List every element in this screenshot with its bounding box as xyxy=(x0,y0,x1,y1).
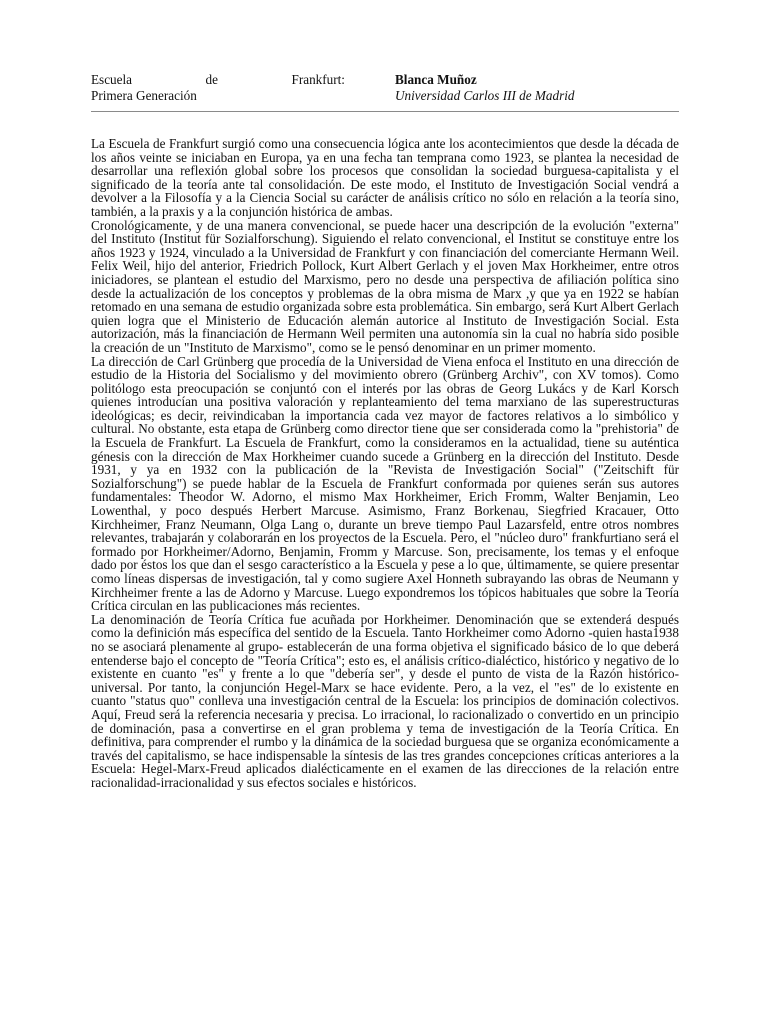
header-word: Frankfurt: xyxy=(291,72,345,87)
paragraph: La dirección de Carl Grünberg que procedía de la Universidad de Viena enfoca el Instituto en una dirección de estudio de la Historia del Socialismo y del movimiento obrero (Grünberg Archiv", con XV tomos). Como politólogo esta preocupación se conjuntó con el interés por las obras de Georg Lukács y de Karl Korsch quienes introducían una positiva valoración y replanteamiento del tema marxiano de las superestructuras ideológicas; es decir, reivindicaban la importancia cada vez mayor de factores relativos a lo simbólico y cultural. No obstante, esta etapa de Grünberg como director tiene que ser considerada como la "prehistoria" de la Escuela de Frankfurt. La Escuela de Frankfurt, como la consideramos en la actualidad, tiene su auténtica génesis con la dirección de Max Horkheimer cuando sucede a Grünberg en la dirección del Instituto. Desde 1931, y ya en 1932 con la publicación de la "Revista de Investigación Social" ("Zeitschift für Sozialforschung") se puede hablar de la Escuela de Frankfurt conformada por quienes serán sus autores fundamentales: Theodor W. Adorno, el mismo Max Horkheimer, Erich Fromm, Walter Benjamin, Leo Lowenthal, y poco después Herbert Marcuse. Asimismo, Franz Borkenau, Siegfried Kracauer, Otto Kirchheimer, Franz Neumann, Olga Lang o, durante un breve tiempo Paul Lazarsfeld, entre otros nombres relevantes, trabajarán y colaborarán en los proyectos de la Escuela. Pero, el "núcleo duro" frankfurtiano será el formado por Horkheimer/Adorno, Benjamin, Fromm y Marcuse. Son, precisamente, los temas y el enfoque dado por éstos los que dan el sesgo característico a la Escuela y pese a lo que, últimamente, se quiere presentar como líneas dispersas de investigación, tal y como sugiere Axel Honneth subrayando las obras de Neumann y Kirchheimer frente a las de Adorno y Marcuse. Luego expondremos los tópicos habituales que sobre la Teoría Crítica circulan en las publicaciones más recientes. xyxy=(91,353,679,614)
paragraph: La Escuela de Frankfurt surgió como una consecuencia lógica ante los acontecimientos que desde la década de los años veinte se iniciaban en Europa, ya en una fecha tan temprana como 1923, se plantea la necesidad de desarrollar una reflexión global sobre los procesos que consolidan la sociedad burguesa-capitalista y el significado de la teoría ante tal consolidación. De este modo, el Instituto de Investigación Social vendrá a devolver a la Filosofía y a la Ciencia Social su carácter de análisis crítico no sólo en relación a la teoría sino, también, a la praxis y a la conjunción histórica de ambas. xyxy=(91,136,679,219)
author-name: Blanca Muñoz xyxy=(395,72,477,87)
document-body xyxy=(91,137,679,790)
author-affiliation: Universidad Carlos III de Madrid xyxy=(395,88,575,103)
header-series-title xyxy=(91,72,345,88)
header-word: de xyxy=(205,72,218,87)
header-subtitle: Primera Generación xyxy=(91,88,197,103)
header-word: Escuela xyxy=(91,72,133,87)
header-divider xyxy=(91,111,679,112)
document-header xyxy=(91,72,679,104)
paragraph: La denominación de Teoría Crítica fue acuñada por Horkheimer. Denominación que se extenderá después como la definición más específica del sentido de la Escuela. Tanto Horkheimer como Adorno -quien hasta1938 no se asociará plenamente al grupo- establecerán de una forma objetiva el significado básico de lo que deberá entenderse bajo el concepto de "Teoría Crítica"; esto es, el análisis crítico-dialéctico, histórico y negativo de lo existente en cuanto "es" y frente a lo que "debería ser", y desde el punto de vista de la Razón histórico-universal. Por tanto, la conjunción Hegel-Marx se hace evidente. Pero, a la vez, el "es" de lo existente en cuanto "status quo" conlleva una investigación central de la Escuela: los principios de dominación colectivos. Aquí, Freud será la referencia necesaria y precisa. Lo irracional, lo racionalizado o convertido en un principio de dominación, pasa a convertirse en el gran problema y tema de investigación de la Teoría Crítica. En definitiva, para comprender el rumbo y la dinámica de la sociedad burguesa que se organiza económicamente a través del capitalismo, se hace indispensable la síntesis de las tres grandes concepciones críticas anteriores a la Escuela: Hegel-Marx-Freud aplicados dialécticamente en el examen de las direcciones de la relación entre racionalidad-irracionalidad y sus efectos sociales e históricos. xyxy=(91,611,679,790)
paragraph: Cronológicamente, y de una manera convencional, se puede hacer una descripción de la evolución "externa" del Instituto (Institut für Sozialforschung). Siguiendo el relato convencional, el Institut se constituye entre los años 1923 y 1924, vinculado a la Universidad de Frankfurt y con financiación del comerciante Hermann Weil. Felix Weil, hijo del anterior, Friedrich Pollock, Kurt Albert Gerlach y el joven Max Horkheimer, entre otros iniciadores, se plantean el estudio del Marxismo, pero no desde una perspectiva de afiliación política sino desde la actualización de los conceptos y problemas de la obra misma de Marx ,y que ya en 1922 se habían retomado en una semana de estudio organizada sobre esta problemática. Sin embargo, será Kurt Albert Gerlach quien logra que el Ministerio de Educación alemán autorice al Instituto de Investigación Social. Esta autorización, más la financiación de Hermann Weil permiten una autonomía sin la cual no habría sido posible la creación de un "Instituto de Marxismo", como se le pensó denominar en un primer momento. xyxy=(91,217,679,355)
header-row-1 xyxy=(91,72,679,88)
header-row-2 xyxy=(91,88,679,104)
